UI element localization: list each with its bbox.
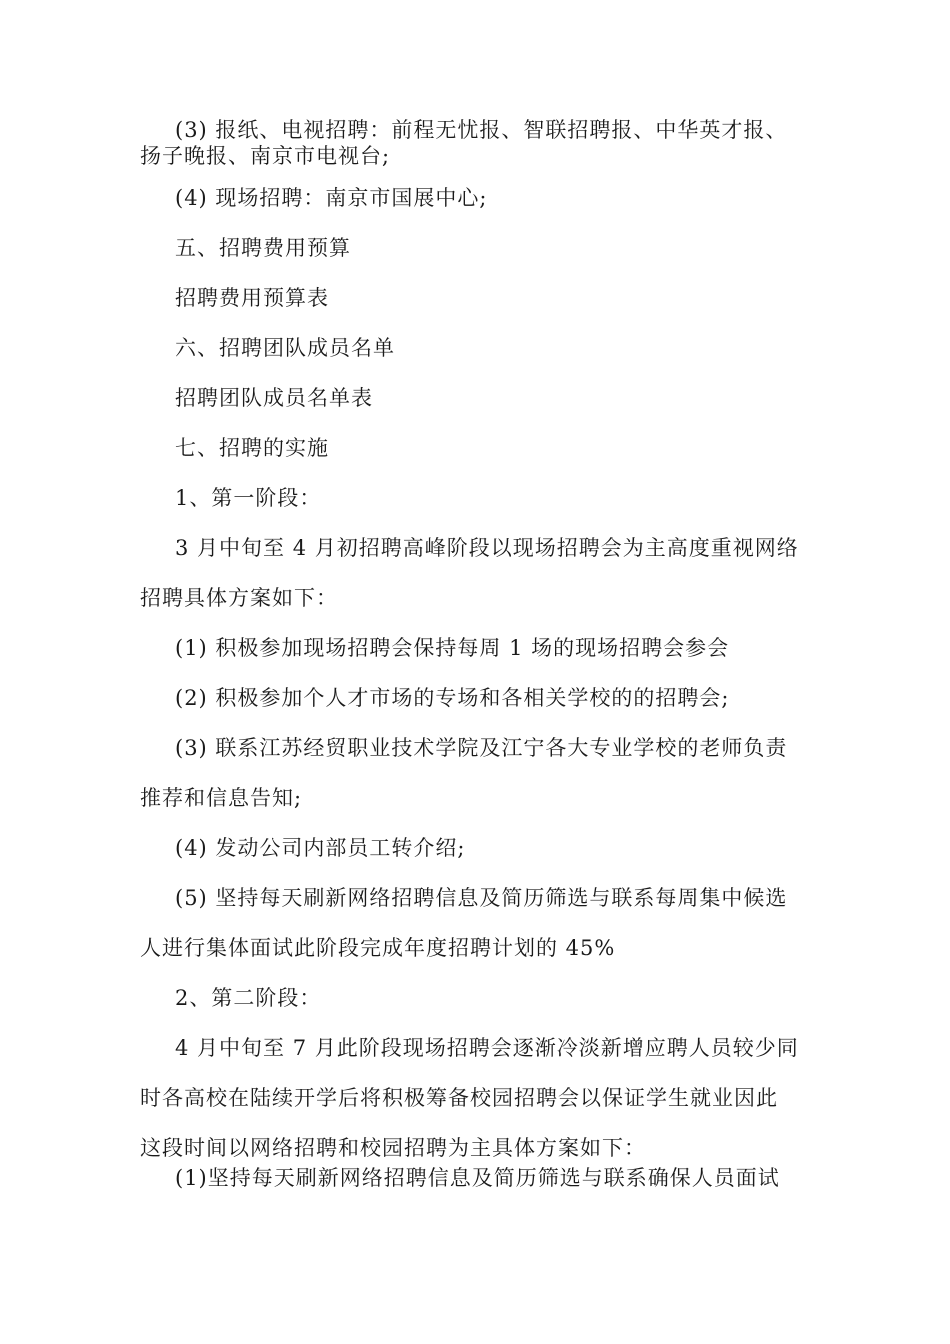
list-item-cont: 推荐和信息告知; xyxy=(140,786,303,810)
list-item-newspaper-tv-recruitment: (3) 报纸、电视招聘：前程无忧报、智联招聘报、中华英才报、 xyxy=(175,118,788,142)
team-table-label: 招聘团队成员名单表 xyxy=(175,386,373,410)
list-item: (5) 坚持每天刷新网络招聘信息及简历筛选与联系每周集中候选 xyxy=(175,886,788,910)
section-heading-team: 六、招聘团队成员名单 xyxy=(175,336,395,360)
phase-one-paragraph: 3 月中旬至 4 月初招聘高峰阶段以现场招聘会为主高度重视网络 xyxy=(175,536,799,560)
phase-two-paragraph: 4 月中旬至 7 月此阶段现场招聘会逐渐冷淡新增应聘人员较少同 xyxy=(175,1036,799,1060)
phase-one-heading: 1、第一阶段： xyxy=(175,486,322,510)
phase-two-paragraph-cont: 时各高校在陆续开学后将积极筹备校园招聘会以保证学生就业因此 xyxy=(140,1086,778,1110)
phase-two-heading: 2、第二阶段： xyxy=(175,986,322,1010)
budget-table-label: 招聘费用预算表 xyxy=(175,286,329,310)
section-heading-budget: 五、招聘费用预算 xyxy=(175,236,351,260)
section-heading-implementation: 七、招聘的实施 xyxy=(175,436,329,460)
list-item: (1) 积极参加现场招聘会保持每周 1 场的现场招聘会参会 xyxy=(175,636,730,660)
list-item: (2) 积极参加个人才市场的专场和各相关学校的的招聘会; xyxy=(175,686,730,710)
phase-one-paragraph-cont: 招聘具体方案如下： xyxy=(140,586,338,610)
phase-two-paragraph-cont: 这段时间以网络招聘和校园招聘为主具体方案如下： xyxy=(140,1136,646,1160)
list-item: (4) 发动公司内部员工转介绍; xyxy=(175,836,466,860)
list-item-onsite-recruitment: (4) 现场招聘：南京市国展中心; xyxy=(175,186,488,210)
list-item: (1)坚持每天刷新网络招聘信息及简历筛选与联系确保人员面试 xyxy=(175,1166,780,1190)
list-item: (3) 联系江苏经贸职业技术学院及江宁各大专业学校的老师负责 xyxy=(175,736,788,760)
list-item-cont: 人进行集体面试此阶段完成年度招聘计划的 45% xyxy=(140,936,616,960)
list-item-newspaper-tv-recruitment-cont: 扬子晚报、南京市电视台; xyxy=(140,144,391,168)
